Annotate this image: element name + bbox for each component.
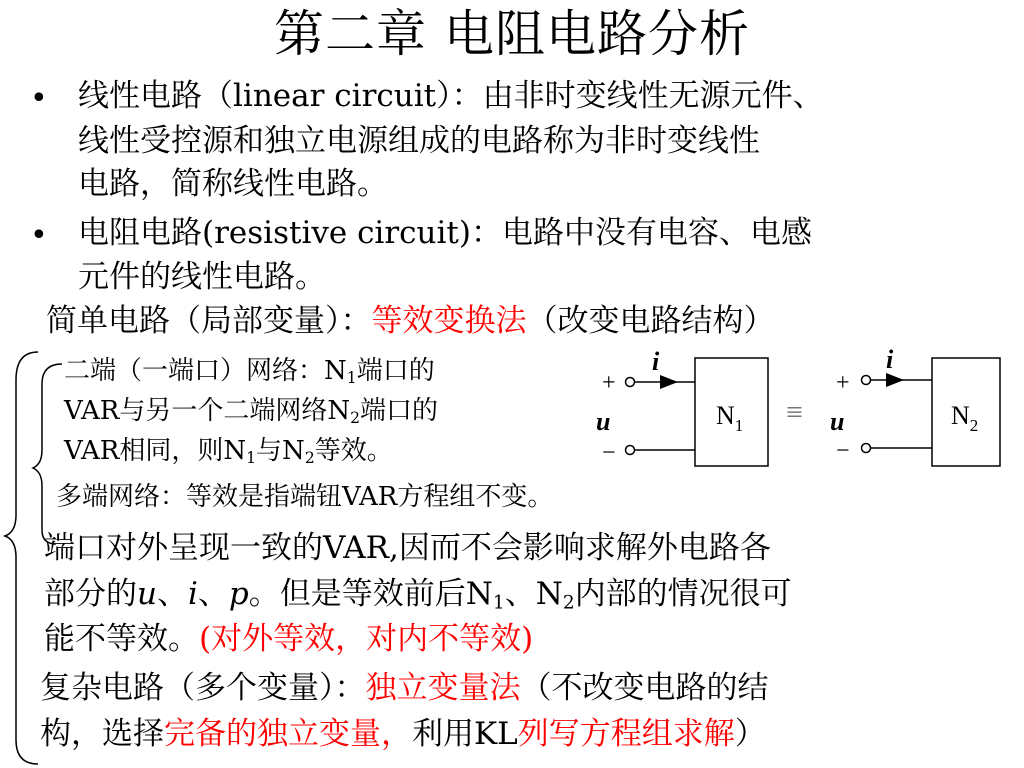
complex-text: 构，选择	[40, 716, 164, 752]
two-terminal-line1	[64, 353, 435, 389]
two-terminal-text: 二端（一端口）网络：N	[64, 356, 347, 386]
equivalence-diagram	[590, 340, 1010, 480]
two-terminal-text: 等效。	[314, 436, 393, 466]
terminal-node	[626, 446, 635, 455]
complex-line2	[40, 712, 766, 756]
complex-highlight: 列写方程组求解	[517, 716, 735, 752]
subscript: 1	[246, 448, 257, 467]
bullet-marker: •	[30, 218, 48, 253]
minus-sign: −	[836, 438, 850, 464]
complex-text: 利用KL	[412, 716, 518, 752]
network-n1-circuit	[596, 347, 768, 466]
terminal-node	[626, 378, 635, 387]
port-text: 内部的情况很可	[574, 576, 792, 612]
simple-prefix: 简单电路（局部变量）：	[46, 303, 372, 339]
network-n2-circuit	[830, 345, 1000, 466]
port-text: 、N	[504, 576, 563, 612]
complex-line1	[40, 666, 769, 710]
terminal-node	[862, 376, 871, 385]
outer-brace	[5, 352, 38, 764]
simple-method: 等效变换法	[371, 303, 527, 339]
minus-sign: −	[602, 440, 616, 466]
two-terminal-text: VAR相同，则N	[64, 436, 247, 466]
plus-sign: +	[602, 370, 616, 396]
complex-text: ）	[734, 716, 766, 752]
subscript: 2	[562, 592, 575, 614]
bullet2-line1: 电阻电路(resistive circuit)：电路中没有电容、电感	[78, 215, 812, 251]
var-p: p	[228, 576, 249, 612]
port-text: 能不等效。	[44, 621, 199, 657]
two-terminal-text: 与N	[256, 436, 305, 466]
bullet1-line1: 线性电路（linear circuit）：由非时变线性无源元件、	[78, 78, 824, 114]
two-terminal-text: VAR与另一个二端网络N	[64, 396, 351, 426]
complex-text: 复杂电路（多个变量）：	[40, 670, 366, 706]
separator: 、	[197, 576, 229, 612]
var-u: u	[137, 576, 157, 612]
var-i: i	[187, 576, 198, 612]
bullet1-line2: 线性受控源和独立电源组成的电路称为非时变线性	[78, 123, 760, 159]
subscript: 2	[350, 408, 361, 427]
port-text: 部分的	[44, 576, 137, 612]
complex-text: （不改变电路的结	[520, 670, 769, 706]
page-title: 第二章 电阻电路分析	[274, 5, 750, 63]
subscript: 1	[492, 592, 505, 614]
port-line3	[44, 617, 533, 661]
subscript: 2	[304, 448, 315, 467]
plus-sign: +	[836, 370, 850, 396]
two-terminal-line2	[64, 393, 438, 429]
port-line2	[44, 572, 792, 616]
simple-suffix: （改变电路结构）	[526, 303, 775, 339]
port-line1: 端口对外呈现一致的VAR,因而不会影响求解外电路各	[44, 530, 771, 566]
bullet-marker: •	[30, 81, 48, 116]
current-arrow	[660, 375, 678, 389]
voltage-label: u	[596, 407, 611, 436]
current-label: i	[652, 347, 660, 376]
terminal-node	[862, 444, 871, 453]
two-terminal-line3	[64, 433, 393, 469]
inner-brace	[33, 364, 62, 544]
n1-label: $N_1$	[716, 401, 744, 435]
multi-terminal-line: 多端网络：等效是指端钮VAR方程组不变。	[56, 482, 554, 512]
two-terminal-text: 端口的	[360, 396, 439, 426]
complex-method: 独立变量法	[365, 670, 521, 706]
n2-label: $N_2$	[951, 401, 979, 435]
port-highlight: (对外等效，对内不等效)	[199, 621, 534, 657]
bullet1-line3: 电路，简称线性电路。	[78, 166, 388, 202]
equivalence-symbol: ≡	[786, 396, 803, 429]
current-label: i	[886, 345, 894, 374]
bullet2-line2: 元件的线性电路。	[78, 259, 326, 295]
two-terminal-text: 端口的	[356, 356, 435, 386]
voltage-label: u	[830, 407, 845, 436]
subscript: 1	[346, 368, 357, 387]
port-text: 。但是等效前后N	[248, 576, 493, 612]
separator: 、	[156, 576, 188, 612]
complex-highlight: 完备的独立变量，	[164, 716, 412, 752]
simple-circuit-line	[46, 299, 775, 344]
current-arrow	[886, 373, 904, 387]
